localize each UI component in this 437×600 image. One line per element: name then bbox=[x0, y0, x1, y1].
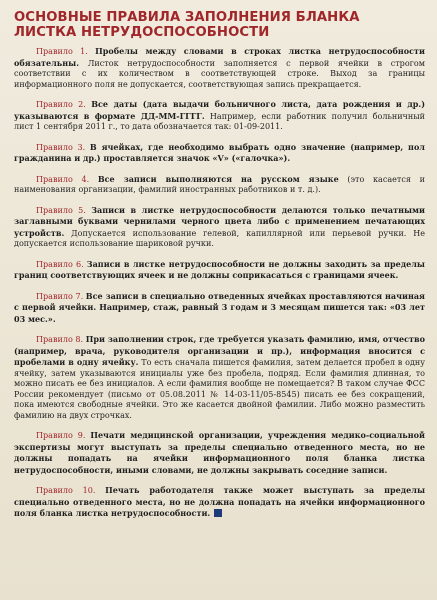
rule-bold-text: Печать работодателя также может выступать за пределы специально отведенного места, но не должна попадать на ячейки информационного поля бланка листка нетрудоспособности. bbox=[14, 485, 426, 518]
rule-label: Правило 5. bbox=[36, 205, 86, 215]
rule-label: Правило 8. bbox=[36, 335, 84, 344]
rule-2 bbox=[14, 99, 425, 133]
rule-bold-text: Записи в листке нетрудоспособности не должны заходить за пределы границ соответствующих ячеек и не должны соприкасаться с границами ячеек. bbox=[14, 258, 426, 280]
rule-1 bbox=[14, 46, 425, 90]
rule-label: Правило 4. bbox=[36, 174, 90, 184]
rule-text: (это касается и наименования организации, фамилий иностранных работников и т. д.). bbox=[14, 174, 425, 194]
rule-label: Правило 7. bbox=[36, 291, 84, 301]
rule-text: То есть сначала пишется фамилия, затем делается пробел в одну ячейку, затем указываются инициалы уже без пробела, подряд. Если фамилия длинная, то можно писать ее без инициалов. А если фамилия вообще не помещается? В таком случае ФСС России рекомендует (письмо от 05.08.2011 № 14-03-11/05-8545) писать ее без сокращений, пока имеются свободные ячейки. Это же касается двойной фамилии. Либо можно разместить фамилию на двух строчках. bbox=[14, 358, 426, 420]
page-title: ОСНОВНЫЕ ПРАВИЛА ЗАПОЛНЕНИЯ БЛАНКА ЛИСТКА НЕТРУДОСПОСОБНОСТИ bbox=[14, 10, 360, 40]
rule-6 bbox=[14, 259, 425, 282]
rule-bold-text: Все даты (дата выдачи больничного листа, дата рождения и др.) указываются в формате ДД-ММ-ГГГГ. bbox=[14, 99, 426, 121]
rule-bold-text: Все записи выполняются на русском языке bbox=[97, 173, 339, 184]
end-of-article-square-icon bbox=[214, 509, 222, 517]
rule-bold-text: В ячейках, где необходимо выбрать одно значение (например, пол гражданина и др.) проставляется значок «V» («галочка»). bbox=[14, 141, 425, 163]
rule-9 bbox=[14, 430, 425, 476]
rule-bold-text: Записи в листке нетрудоспособности делаются только печатными заглавными буквами чернилами черного цвета либо с применением печатающих устройств. bbox=[14, 204, 425, 238]
rule-bold-text: При заполнении строк, где требуется указать фамилию, имя, отчество (например, врача, руководителя организации и пр.), информация вносится с пробелами в одну ячейку. bbox=[14, 334, 425, 367]
rule-label: Правило 6. bbox=[36, 259, 84, 269]
rule-bold-text: Печати медицинской организации, учреждения медико-социальной экспертизы могут выступать за пределы специально отведенного места, но не должны попадать на ячейки информационного поля бланка листка нетрудоспособности, иными словами, не должны закрывать соседние записи. bbox=[14, 430, 425, 475]
rule-8 bbox=[14, 334, 425, 421]
rule-label: Правило 10. bbox=[36, 486, 96, 495]
rule-10 bbox=[14, 485, 425, 520]
rule-label: Правило 1. bbox=[36, 47, 88, 56]
rule-label: Правило 3. bbox=[36, 142, 86, 152]
rule-label: Правило 9. bbox=[36, 431, 86, 440]
rule-bold-text: Пробелы между словами в строках листка нетрудоспособности обязательны. bbox=[14, 46, 425, 68]
rule-3 bbox=[14, 142, 425, 165]
rule-label: Правило 2. bbox=[36, 100, 86, 109]
rule-7 bbox=[14, 291, 425, 326]
rule-5 bbox=[14, 205, 425, 250]
rule-text: Допускается использование гелевой, капиллярной или перьевой ручки. Не допускается использование шариковой ручки. bbox=[14, 228, 426, 248]
rule-4 bbox=[14, 174, 425, 196]
rule-bold-text: Все записи в специально отведенных ячейках проставляются начиная с первой ячейки. Например, стаж, равный 3 годам и 3 месяцам пишется так: «03 лет 03 мес.». bbox=[14, 290, 425, 324]
rule-text: Например, если работник получил больничный лист 1 сентября 2011 г., то дата обозначается так: 01-09-2011. bbox=[14, 111, 426, 131]
rule-text: Листок нетрудоспособности заполняется с первой ячейки в строгом соответствии с их количеством в соответствующей строке. Выход за границы информационного поля не допускается, соответствующая запись прекращается. bbox=[14, 58, 425, 89]
